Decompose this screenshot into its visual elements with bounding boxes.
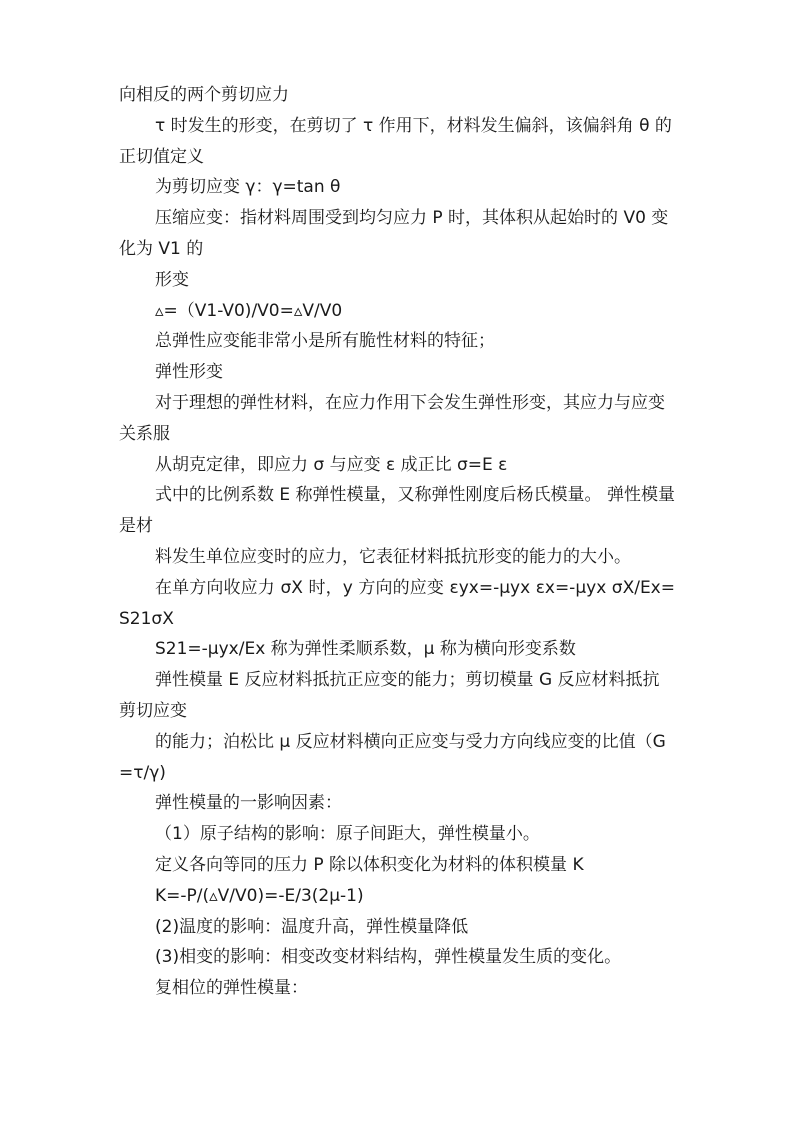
paragraph-line: 定义各向等同的压力 P 除以体积变化为材料的体积模量 K bbox=[155, 854, 584, 875]
paragraph-line: 向相反的两个剪切应力 bbox=[119, 85, 289, 105]
list-item: (3)相变的影响：相变改变材料结构，弹性模量发生质的变化。 bbox=[155, 947, 622, 968]
list-item: （1）原子结构的影响：原子间距大，弹性模量小。 bbox=[155, 824, 540, 845]
paragraph-line: 压缩应变：指材料周围受到均匀应力 P 时，其体积从起始时的 V0 变化为 V1 的 bbox=[119, 208, 669, 259]
paragraph-line: 对于理想的弹性材料，在应力作用下会发生弹性形变，其应力与应变关系服 bbox=[119, 392, 665, 444]
paragraph-line: 弹性模量 E 反应材料抵抗正应变的能力；剪切模量 G 反应材料抵抗剪切应变 bbox=[119, 670, 660, 721]
paragraph-line: 式中的比例系数 E 称弹性模量，又称弹性刚度后杨氏模量。 弹性模量是材 bbox=[119, 485, 675, 537]
paragraph-line: 在单方向收应力 σX 时，y 方向的应变 εyx=-μyx εx=-μyx σX/Ex=S21σX bbox=[119, 577, 675, 629]
list-item: (2)温度的影响：温度升高，弹性模量降低 bbox=[155, 916, 469, 937]
paragraph-line: 的能力；泊松比 μ 反应材料横向正应变与受力方向线应变的比值（G=τ/γ) bbox=[119, 731, 666, 783]
paragraph-line: 总弹性应变能非常小是所有脆性材料的特征； bbox=[155, 331, 495, 352]
paragraph-line: 从胡克定律，即应力 σ 与应变 ε 成正比 σ=E ε bbox=[155, 454, 508, 475]
formula-line: K=-P/(▵V/V0)=-E/3(2μ-1) bbox=[155, 885, 364, 906]
document-body bbox=[119, 80, 675, 1004]
section-heading: 弹性形变 bbox=[155, 362, 223, 383]
paragraph-line: 料发生单位应变时的应力，它表征材料抵抗形变的能力的大小。 bbox=[155, 546, 631, 567]
paragraph-line: 为剪切应变 γ：γ=tan θ bbox=[155, 177, 341, 198]
paragraph-line: S21=-μyx/Ex 称为弹性柔顺系数，μ 称为横向形变系数 bbox=[155, 639, 576, 660]
paragraph-line: 弹性模量的一影响因素： bbox=[155, 793, 342, 814]
paragraph-line: 复相位的弹性模量： bbox=[155, 978, 308, 999]
formula-line: ▵=（V1-V0)/V0=▵V/V0 bbox=[155, 300, 343, 321]
paragraph-line: 形变 bbox=[155, 269, 189, 290]
paragraph-line: τ 时发生的形变，在剪切了 τ 作用下，材料发生偏斜，该偏斜角 θ 的正切值定义 bbox=[119, 115, 672, 167]
